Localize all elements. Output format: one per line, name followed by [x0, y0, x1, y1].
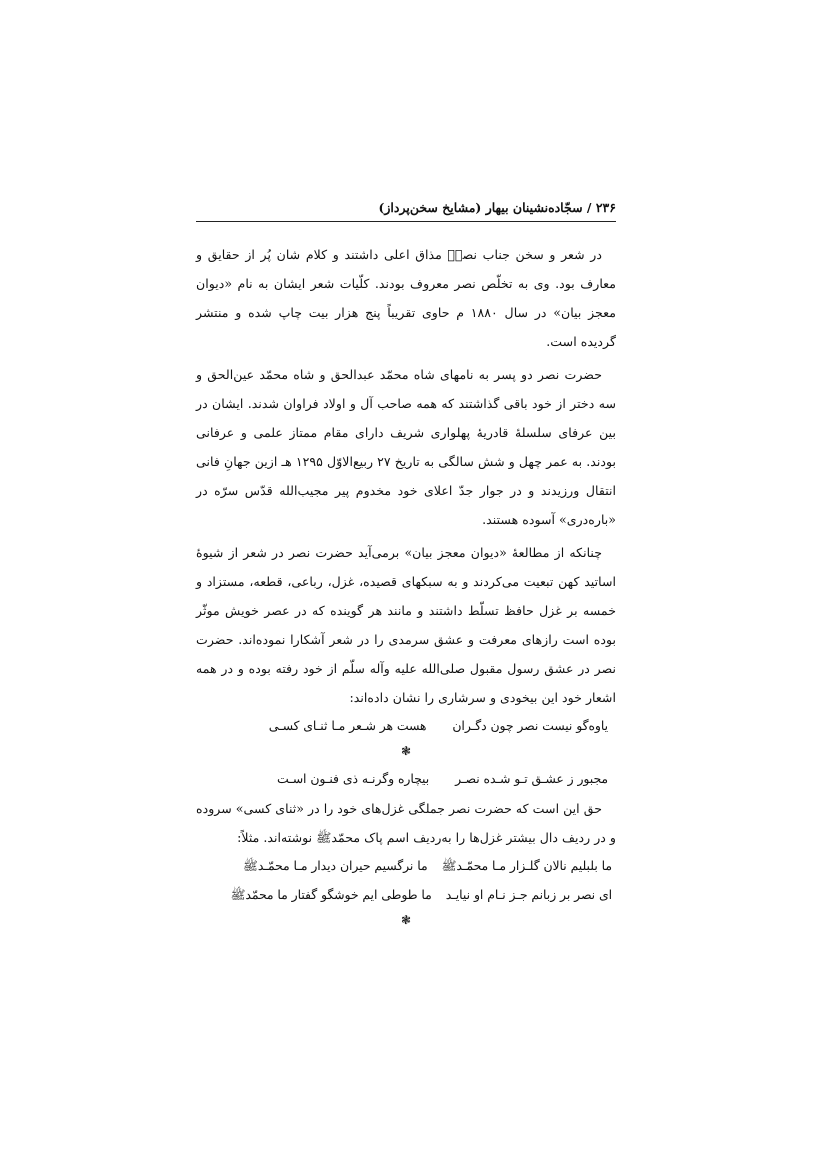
paragraph-4: حق این است که حضرت نصر جملگی غزل‌های خود را در «ثنای کسی» سروده و در ردیف دال بیشتر غزل‌ها را به‌ردیف اسم پاک محمّدﷺ نوشته‌اند. مثلاً:	[196, 801, 616, 845]
page-number: ۲۳۶	[595, 200, 616, 215]
verse-1	[196, 712, 616, 741]
running-header	[196, 200, 616, 222]
book-title: سجّاده‌نشینان بیهار (مشایخ سخن‌پرداز)	[378, 200, 583, 215]
paragraph-3: چنانکه از مطالعهٔ «دیوان معجز بیان» برمی‌آید حضرت نصر در شعر از شیوهٔ اساتید کهن تبعیت می‌کردند و به سبکهای قصیده، غزل، رباعی، قطعه، مستزاد و خمسه بر غزل حافظ تسلّط داشتند و مانند هر گوینده که در عصر خویش موثّر بوده است رازهای معرفت و عشق سرمدی را در شعر آشکارا نموده‌اند. حضرت نصر در عشق رسول مقبول صلی‌الله علیه وآله سلّم از خود رفته بوده و در همه اشعار خود این بیخودی و سرشاری را نشان داده‌اند:	[196, 545, 616, 705]
paragraph-2: حضرت نصر دو پسر به نامهای شاه محمّد عبدالحق و شاه محمّد عین‌الحق و سه دختر از خود باقی گذاشتند که همه صاحب آل و اولاد فراوان شدند. ایشان در بین عرفای سلسلهٔ قادریهٔ پهلواری شریف دارای مقام ممتاز علمی و عرفانی بودند. به عمر چهل و شش سالگی به تاریخ ۲۷ ربیع‌الاوّل ۱۲۹۵ هـ ازین جهانِ فانی انتقال ورزیدند و در جوار جدّ اعلای خود مخدوم پیر مجیب‌الله قدّس سرّه در «باره‌دری» آسوده هستند.	[196, 367, 616, 527]
verse-2-second-hemistich: بیچاره وگرنـه ذی فنـون اسـت	[277, 772, 430, 786]
verse-1-first-hemistich: یاوه‌گو نیست نصر چون دگـران	[452, 719, 608, 733]
verse-3-first-hemistich: ما بلبلیم نالان گلـزار مـا محمّـدﷺ	[441, 859, 612, 873]
paragraph-1: در شعر و سخن جناب نصرؒ مذاق اعلی داشتند و کلام شان پُر از حقایق و معارف بود. وی به تخلّص نصر معروف بودند. کلّیات شعر ایشان به نام «دیوان معجز بیان» در سال ۱۸۸۰ م حاوی تقریباً پنج هزار بیت چاپ شده و منتشر گردیده است.	[196, 247, 616, 349]
star-separator-icon: ❃	[400, 913, 412, 927]
verse-4-first-hemistich: ای نصر بر زبانم جـز نـام او نیایـد	[445, 888, 612, 902]
verse-3-second-hemistich: ما نرگسیم حیران دیدار مـا محمّـدﷺ	[243, 859, 428, 873]
verse-2-first-hemistich: مجبور ز عشـق تـو شـده نصـر	[455, 772, 608, 786]
verse-4-second-hemistich: ما طوطی ایم خوشگو گفتار ما محمّدﷺ	[230, 888, 432, 902]
verse-3	[196, 852, 616, 881]
header-separator: /	[586, 200, 592, 215]
verse-2	[196, 765, 616, 794]
star-separator-icon: ❃	[400, 744, 412, 758]
verse-1-second-hemistich: هست هر شـعر مـا ثنـای کسـی	[268, 719, 427, 733]
text-body	[196, 240, 616, 934]
verse-4	[196, 881, 616, 910]
